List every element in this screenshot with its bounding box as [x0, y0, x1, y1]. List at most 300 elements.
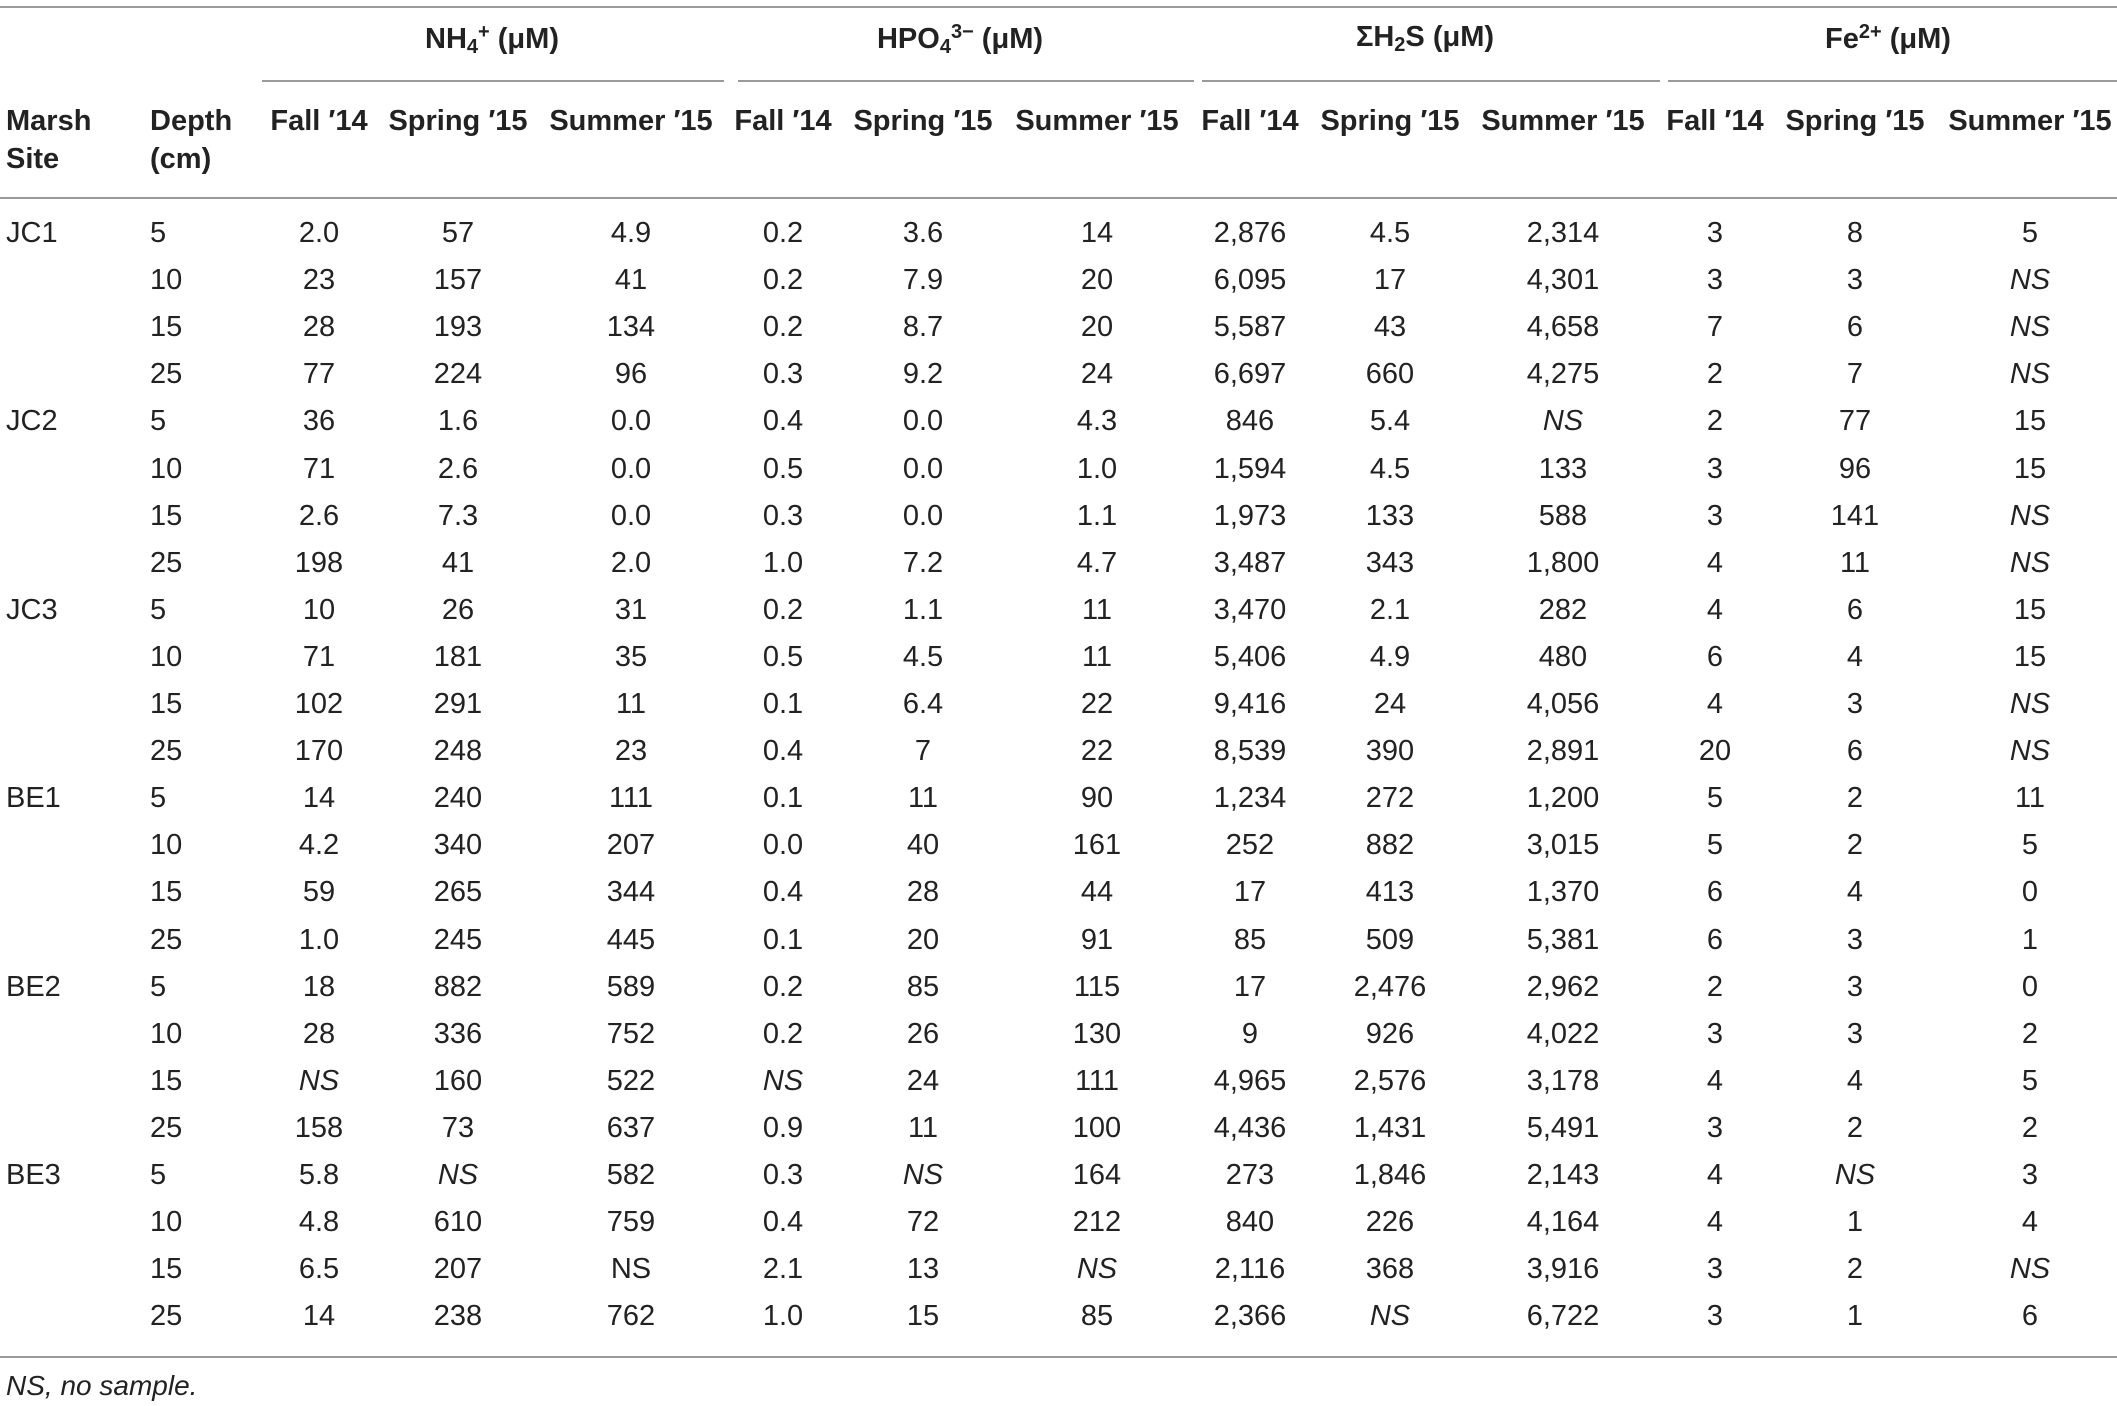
- group-underline-h2s: [1202, 80, 1660, 82]
- value-cell: 6: [1846, 594, 1864, 626]
- value-cell: 0.0: [902, 500, 944, 532]
- value-cell: NS: [2009, 358, 2051, 390]
- value-cell: 3,015: [1526, 829, 1600, 861]
- value-cell: 7: [1846, 358, 1864, 390]
- value-cell: 340: [433, 829, 483, 861]
- value-cell: 181: [433, 641, 483, 673]
- season-header-hpo4: Fall ′14: [734, 105, 832, 137]
- value-cell: 8.7: [902, 311, 944, 343]
- marsh-site-cell: JC3: [6, 594, 58, 626]
- value-cell: 1.6: [437, 405, 479, 437]
- value-cell: 111: [608, 782, 654, 814]
- value-cell: 28: [906, 876, 940, 908]
- value-cell: 15: [2013, 594, 2047, 626]
- value-cell: 15: [2013, 405, 2047, 437]
- value-cell: 846: [1225, 405, 1275, 437]
- value-cell: 20: [1080, 311, 1114, 343]
- value-cell: 343: [1365, 547, 1415, 579]
- value-cell: 368: [1365, 1253, 1415, 1285]
- value-cell: 164: [1072, 1159, 1122, 1191]
- value-cell: 252: [1225, 829, 1275, 861]
- value-cell: 9,416: [1213, 688, 1287, 720]
- value-cell: 91: [1080, 924, 1114, 956]
- value-cell: 582: [606, 1159, 656, 1191]
- value-cell: 882: [1365, 829, 1415, 861]
- value-cell: 15: [2013, 641, 2047, 673]
- value-cell: 1.0: [762, 547, 804, 579]
- depth-cell: 15: [150, 500, 183, 532]
- value-cell: 11: [615, 688, 647, 720]
- value-cell: 14: [302, 782, 336, 814]
- value-cell: 7.2: [902, 547, 944, 579]
- value-cell: 5,381: [1526, 924, 1600, 956]
- value-cell: 41: [614, 264, 648, 296]
- value-cell: 133: [1538, 453, 1588, 485]
- value-cell: 6.4: [902, 688, 944, 720]
- value-cell: 13: [906, 1253, 940, 1285]
- value-cell: 43: [1373, 311, 1407, 343]
- value-cell: 2: [2021, 1018, 2039, 1050]
- value-cell: 0: [2021, 876, 2039, 908]
- value-cell: 5.4: [1369, 405, 1411, 437]
- value-cell: NS: [902, 1159, 944, 1191]
- value-cell: 5: [1706, 782, 1724, 814]
- value-cell: 0.2: [762, 217, 804, 249]
- value-cell: 3,470: [1213, 594, 1287, 626]
- value-cell: 15: [906, 1300, 940, 1332]
- depth-cell: 25: [150, 547, 183, 579]
- value-cell: 4.8: [298, 1206, 340, 1238]
- value-cell: 0.1: [762, 782, 804, 814]
- value-cell: 0.0: [610, 500, 652, 532]
- value-cell: 2: [1846, 782, 1864, 814]
- value-cell: 9.2: [902, 358, 944, 390]
- season-header-hpo4: Summer ′15: [1015, 105, 1179, 137]
- value-cell: 207: [606, 829, 656, 861]
- value-cell: 157: [433, 264, 483, 296]
- value-cell: 90: [1080, 782, 1114, 814]
- value-cell: 1.0: [298, 924, 340, 956]
- group-header-h2s: $\Sigma H_2S$ (μM): [1355, 21, 1495, 56]
- group-header-hpo4: $HPO_4^{3-}$ (μM): [876, 21, 1044, 58]
- season-header-nh4: Spring ′15: [388, 105, 528, 137]
- value-cell: 3: [1706, 1300, 1724, 1332]
- value-cell: 2,143: [1526, 1159, 1600, 1191]
- depth-header: Depth: [150, 105, 233, 137]
- depth-cell: 5: [150, 594, 167, 626]
- value-cell: NS: [2009, 735, 2051, 767]
- value-cell: 0.2: [762, 1018, 804, 1050]
- value-cell: 0.3: [762, 1159, 804, 1191]
- value-cell: NS: [2009, 688, 2051, 720]
- value-cell: 480: [1538, 641, 1588, 673]
- value-cell: 4.3: [1076, 405, 1118, 437]
- value-cell: 22: [1080, 688, 1114, 720]
- value-cell: 96: [1838, 453, 1872, 485]
- value-cell: 44: [1080, 876, 1114, 908]
- value-cell: 3: [1846, 688, 1864, 720]
- value-cell: 4.5: [902, 641, 944, 673]
- value-cell: 2,876: [1213, 217, 1287, 249]
- value-cell: 193: [433, 311, 483, 343]
- value-cell: 2,476: [1353, 971, 1427, 1003]
- value-cell: NS: [762, 1065, 804, 1097]
- value-cell: 3: [1846, 1018, 1864, 1050]
- value-cell: 0.4: [762, 1206, 804, 1238]
- value-cell: 0.4: [762, 405, 804, 437]
- value-cell: 660: [1365, 358, 1415, 390]
- group-header-nh4: $NH_4^+$ (μM): [425, 21, 559, 58]
- season-header-h2s: Spring ′15: [1320, 105, 1460, 137]
- depth-cell: 15: [150, 1065, 183, 1097]
- value-cell: NS: [2009, 1253, 2051, 1285]
- value-cell: 111: [1074, 1065, 1120, 1097]
- value-cell: 4,275: [1526, 358, 1600, 390]
- value-cell: 4,164: [1526, 1206, 1600, 1238]
- value-cell: 0.0: [610, 453, 652, 485]
- value-cell: 8,539: [1213, 735, 1287, 767]
- value-cell: 1,370: [1526, 876, 1600, 908]
- value-cell: 77: [302, 358, 336, 390]
- value-cell: 5,406: [1213, 641, 1287, 673]
- value-cell: 3: [1706, 264, 1724, 296]
- value-cell: 2,962: [1526, 971, 1600, 1003]
- value-cell: 20: [906, 924, 940, 956]
- value-cell: 59: [302, 876, 336, 908]
- value-cell: 7: [1706, 311, 1724, 343]
- depth-cell: 10: [150, 264, 183, 296]
- value-cell: 2,116: [1214, 1253, 1286, 1285]
- value-cell: 207: [433, 1253, 483, 1285]
- value-cell: 41: [441, 547, 475, 579]
- value-cell: 5: [1706, 829, 1724, 861]
- value-cell: 248: [433, 735, 483, 767]
- value-cell: 3: [1706, 453, 1724, 485]
- value-cell: 752: [606, 1018, 656, 1050]
- value-cell: 100: [1072, 1112, 1122, 1144]
- value-cell: NS: [2009, 547, 2051, 579]
- value-cell: 1,431: [1353, 1112, 1427, 1144]
- value-cell: 2.0: [298, 217, 340, 249]
- value-cell: 71: [302, 453, 336, 485]
- value-cell: 272: [1365, 782, 1415, 814]
- value-cell: 5.8: [298, 1159, 340, 1191]
- value-cell: 11: [1081, 594, 1113, 626]
- value-cell: 4.5: [1369, 453, 1411, 485]
- value-cell: 0.0: [902, 405, 944, 437]
- value-cell: 170: [294, 735, 344, 767]
- season-header-nh4: Fall ′14: [270, 105, 368, 137]
- value-cell: 413: [1365, 876, 1415, 908]
- value-cell: 2: [1846, 1112, 1864, 1144]
- value-cell: 3: [1706, 217, 1724, 249]
- value-cell: 0.0: [610, 405, 652, 437]
- value-cell: 4: [2021, 1206, 2039, 1238]
- value-cell: 102: [294, 688, 344, 720]
- value-cell: 115: [1073, 971, 1121, 1003]
- value-cell: 6,722: [1526, 1300, 1600, 1332]
- value-cell: 1: [1846, 1206, 1864, 1238]
- value-cell: 15: [2013, 453, 2047, 485]
- value-cell: 2.6: [437, 453, 479, 485]
- value-cell: 11: [1839, 547, 1871, 579]
- value-cell: 240: [433, 782, 483, 814]
- value-cell: 9: [1241, 1018, 1259, 1050]
- value-cell: 1,594: [1213, 453, 1287, 485]
- marsh-site-cell: BE2: [6, 971, 61, 1003]
- value-cell: 35: [614, 641, 648, 673]
- value-cell: 6: [1706, 924, 1724, 956]
- group-underline-fe: [1668, 80, 2117, 82]
- value-cell: 0.0: [902, 453, 944, 485]
- value-cell: NS: [1369, 1300, 1411, 1332]
- value-cell: 3,487: [1213, 547, 1287, 579]
- value-cell: 85: [1233, 924, 1267, 956]
- value-cell: 6: [1706, 641, 1724, 673]
- value-cell: 0.4: [762, 735, 804, 767]
- value-cell: 8: [1846, 217, 1864, 249]
- value-cell: 5: [2021, 1065, 2039, 1097]
- value-cell: 3: [1706, 1253, 1724, 1285]
- value-cell: 11: [907, 1112, 939, 1144]
- value-cell: 0.3: [762, 500, 804, 532]
- header-bottom-rule: [0, 197, 2117, 199]
- group-underline-hpo4: [738, 80, 1194, 82]
- value-cell: 11: [907, 782, 939, 814]
- value-cell: 445: [606, 924, 656, 956]
- value-cell: 130: [1072, 1018, 1122, 1050]
- value-cell: 0: [2021, 971, 2039, 1003]
- depth-cell: 25: [150, 1112, 183, 1144]
- value-cell: 509: [1365, 924, 1415, 956]
- season-header-fe: Summer ′15: [1948, 105, 2112, 137]
- value-cell: 2,576: [1353, 1065, 1427, 1097]
- value-cell: 1.1: [902, 594, 944, 626]
- value-cell: 273: [1225, 1159, 1275, 1191]
- value-cell: NS: [2009, 311, 2051, 343]
- marsh-site-cell: BE1: [6, 782, 61, 814]
- season-header-fe: Spring ′15: [1785, 105, 1925, 137]
- value-cell: 3: [1846, 971, 1864, 1003]
- depth-cell: 10: [150, 1206, 183, 1238]
- value-cell: 2,891: [1526, 735, 1600, 767]
- value-cell: 344: [606, 876, 656, 908]
- value-cell: 926: [1365, 1018, 1415, 1050]
- season-header-hpo4: Spring ′15: [853, 105, 993, 137]
- value-cell: 31: [614, 594, 648, 626]
- value-cell: 610: [433, 1206, 483, 1238]
- value-cell: 2: [1706, 358, 1724, 390]
- value-cell: 5: [2021, 217, 2039, 249]
- value-cell: 72: [906, 1206, 940, 1238]
- value-cell: 882: [433, 971, 483, 1003]
- value-cell: 0.2: [762, 311, 804, 343]
- value-cell: 265: [433, 876, 483, 908]
- value-cell: 291: [433, 688, 483, 720]
- value-cell: 2.0: [610, 547, 652, 579]
- value-cell: 1,800: [1526, 547, 1600, 579]
- value-cell: 158: [294, 1112, 344, 1144]
- depth-cell: 10: [150, 829, 183, 861]
- value-cell: 2.1: [1369, 594, 1411, 626]
- value-cell: 2,366: [1213, 1300, 1287, 1332]
- value-cell: 6: [1846, 311, 1864, 343]
- value-cell: 1,200: [1526, 782, 1600, 814]
- value-cell: 2.1: [762, 1253, 804, 1285]
- value-cell: 134: [606, 311, 656, 343]
- value-cell: 840: [1225, 1206, 1275, 1238]
- value-cell: 3: [1706, 1112, 1724, 1144]
- value-cell: 24: [1373, 688, 1407, 720]
- value-cell: 0.1: [762, 688, 804, 720]
- value-cell: 637: [606, 1112, 656, 1144]
- value-cell: 2: [2021, 1112, 2039, 1144]
- group-header-fe: $Fe^{2+}$ (μM): [1825, 21, 1951, 55]
- value-cell: 18: [302, 971, 336, 1003]
- value-cell: 96: [614, 358, 648, 390]
- value-cell: 522: [606, 1065, 656, 1097]
- value-cell: 1,846: [1353, 1159, 1427, 1191]
- depth-cell: 5: [150, 782, 167, 814]
- value-cell: 6: [1846, 735, 1864, 767]
- value-cell: NS: [1542, 405, 1584, 437]
- value-cell: 26: [441, 594, 475, 626]
- value-cell: 40: [906, 829, 940, 861]
- value-cell: 160: [433, 1065, 483, 1097]
- table-top-rule: [0, 6, 2117, 8]
- value-cell: 0.2: [762, 264, 804, 296]
- value-cell: 85: [906, 971, 940, 1003]
- value-cell: 224: [433, 358, 483, 390]
- value-cell: 0.5: [762, 641, 804, 673]
- value-cell: 24: [1080, 358, 1114, 390]
- value-cell: 2: [1706, 405, 1724, 437]
- value-cell: 4: [1846, 1065, 1864, 1097]
- value-cell: 3: [1846, 264, 1864, 296]
- marsh-site-header: Site: [6, 143, 60, 175]
- depth-cell: 5: [150, 1159, 167, 1191]
- value-cell: 1: [2021, 924, 2039, 956]
- value-cell: 22: [1080, 735, 1114, 767]
- value-cell: 0.1: [762, 924, 804, 956]
- value-cell: 14: [302, 1300, 336, 1332]
- value-cell: 20: [1698, 735, 1732, 767]
- value-cell: 4.7: [1076, 547, 1118, 579]
- season-header-h2s: Fall ′14: [1201, 105, 1299, 137]
- value-cell: 141: [1830, 500, 1880, 532]
- value-cell: 5,491: [1526, 1112, 1600, 1144]
- value-cell: 36: [302, 405, 336, 437]
- value-cell: 14: [1080, 217, 1114, 249]
- value-cell: 226: [1365, 1206, 1415, 1238]
- value-cell: 24: [906, 1065, 940, 1097]
- value-cell: 4: [1846, 641, 1864, 673]
- value-cell: 212: [1072, 1206, 1122, 1238]
- value-cell: 77: [1838, 405, 1872, 437]
- value-cell: 3: [1706, 1018, 1724, 1050]
- value-cell: 17: [1233, 876, 1267, 908]
- value-cell: NS: [1076, 1253, 1118, 1285]
- value-cell: 11: [1081, 641, 1113, 673]
- value-cell: 4,056: [1526, 688, 1600, 720]
- value-cell: 0.3: [762, 358, 804, 390]
- value-cell: 11: [2014, 782, 2046, 814]
- value-cell: 17: [1373, 264, 1407, 296]
- value-cell: NS: [1834, 1159, 1876, 1191]
- value-cell: 85: [1080, 1300, 1114, 1332]
- value-cell: 4,301: [1526, 264, 1600, 296]
- value-cell: 5: [2021, 829, 2039, 861]
- value-cell: 1,973: [1213, 500, 1287, 532]
- value-cell: 1,234: [1213, 782, 1287, 814]
- value-cell: 6.5: [298, 1253, 340, 1285]
- depth-cell: 10: [150, 641, 183, 673]
- depth-cell: 5: [150, 405, 167, 437]
- value-cell: 3,916: [1526, 1253, 1600, 1285]
- depth-cell: 10: [150, 1018, 183, 1050]
- depth-cell: 5: [150, 971, 167, 1003]
- value-cell: 2: [1846, 829, 1864, 861]
- value-cell: 23: [302, 264, 336, 296]
- value-cell: 161: [1072, 829, 1122, 861]
- table-bottom-rule: [0, 1356, 2117, 1358]
- value-cell: 4: [1706, 547, 1724, 579]
- depth-cell: 25: [150, 924, 183, 956]
- value-cell: 73: [441, 1112, 475, 1144]
- value-cell: 2: [1846, 1253, 1864, 1285]
- value-cell: 4,022: [1526, 1018, 1600, 1050]
- value-cell: 0.2: [762, 971, 804, 1003]
- value-cell: 390: [1365, 735, 1415, 767]
- value-cell: 198: [294, 547, 344, 579]
- value-cell: 0.0: [762, 829, 804, 861]
- value-cell: 4,965: [1213, 1065, 1287, 1097]
- value-cell: 245: [433, 924, 483, 956]
- value-cell: 589: [606, 971, 656, 1003]
- value-cell: 2: [1706, 971, 1724, 1003]
- value-cell: 0.9: [762, 1112, 804, 1144]
- depth-cell: 25: [150, 1300, 183, 1332]
- marsh-site-header: Marsh: [6, 105, 92, 137]
- depth-cell: 25: [150, 735, 183, 767]
- value-cell: NS: [2009, 500, 2051, 532]
- value-cell: 17: [1233, 971, 1267, 1003]
- value-cell: 0.2: [762, 594, 804, 626]
- value-cell: 759: [606, 1206, 656, 1238]
- value-cell: 0.4: [762, 876, 804, 908]
- value-cell: 7.3: [437, 500, 479, 532]
- value-cell: 4.2: [298, 829, 340, 861]
- value-cell: 4,436: [1213, 1112, 1287, 1144]
- depth-cell: 15: [150, 311, 183, 343]
- value-cell: 0.5: [762, 453, 804, 485]
- value-cell: 133: [1365, 500, 1415, 532]
- value-cell: 3: [1706, 500, 1724, 532]
- value-cell: 6: [2021, 1300, 2039, 1332]
- value-cell: 2,314: [1526, 217, 1600, 249]
- value-cell: 6,095: [1213, 264, 1287, 296]
- value-cell: 336: [433, 1018, 483, 1050]
- depth-cell: 10: [150, 453, 183, 485]
- marsh-site-cell: JC1: [6, 217, 58, 249]
- value-cell: NS: [610, 1253, 652, 1285]
- season-header-nh4: Summer ′15: [549, 105, 713, 137]
- value-cell: 7.9: [902, 264, 944, 296]
- value-cell: 5,587: [1213, 311, 1287, 343]
- value-cell: NS: [298, 1065, 340, 1097]
- value-cell: 3.6: [902, 217, 944, 249]
- value-cell: 23: [614, 735, 648, 767]
